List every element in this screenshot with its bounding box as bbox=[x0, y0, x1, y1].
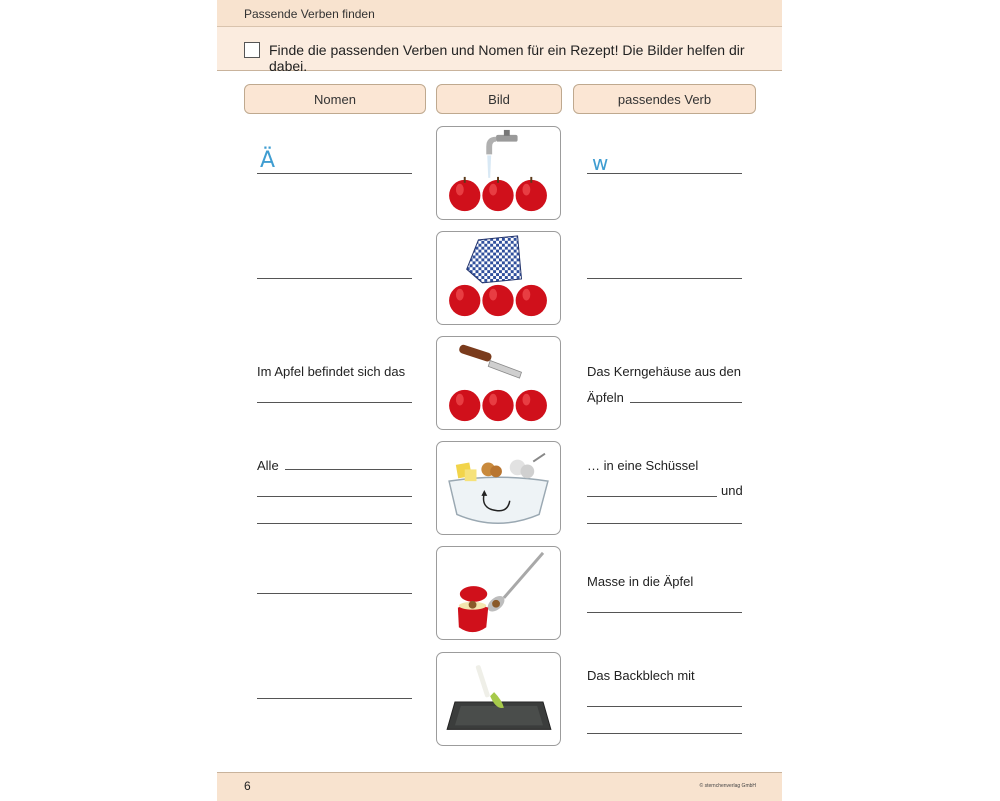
nomen-hint-letter: Ä bbox=[260, 148, 276, 173]
image-apples-knife bbox=[436, 336, 561, 430]
apples-towel-icon bbox=[437, 232, 560, 324]
column-header-bild: Bild bbox=[436, 84, 562, 114]
verb-prompt: Masse in die Äpfel bbox=[587, 574, 694, 589]
verb-answer-line[interactable] bbox=[587, 496, 717, 497]
footer-bar bbox=[217, 772, 782, 801]
image-baking-tray-brush bbox=[436, 652, 561, 746]
image-apple-spoon bbox=[436, 546, 561, 640]
verb-answer-line[interactable] bbox=[587, 612, 742, 613]
column-header-nomen: Nomen bbox=[244, 84, 426, 114]
verb-prompt: Das Kerngehäuse aus den bbox=[587, 364, 741, 379]
verb-answer-line[interactable] bbox=[630, 402, 742, 403]
verb-answer-line[interactable] bbox=[587, 523, 742, 524]
verb-connector: und bbox=[721, 483, 743, 498]
nomen-prompt: Im Apfel befindet sich das bbox=[257, 364, 406, 379]
verb-answer-line[interactable] bbox=[587, 278, 742, 279]
apple-spoon-icon bbox=[437, 547, 560, 639]
nomen-answer-line[interactable] bbox=[257, 523, 412, 524]
verb-answer-line[interactable] bbox=[587, 733, 742, 734]
image-bowl-ingredients bbox=[436, 441, 561, 535]
page-number: 6 bbox=[244, 779, 251, 793]
task-bar bbox=[217, 27, 782, 74]
nomen-answer-line[interactable] bbox=[257, 278, 412, 279]
verb-prompt: Das Backblech mit bbox=[587, 668, 695, 683]
task-instruction: Finde die passenden Verben und Nomen für ein Rezept! Die Bilder helfen dir dabei. bbox=[269, 42, 745, 74]
nomen-answer-line[interactable] bbox=[257, 698, 412, 699]
column-header-verb: passendes Verb bbox=[573, 84, 756, 114]
verb-prompt: … in eine Schüssel bbox=[587, 458, 699, 473]
copyright-notice: © sternchenverlag GmbH bbox=[699, 783, 756, 789]
nomen-answer-line[interactable] bbox=[257, 496, 412, 497]
image-apples-towel bbox=[436, 231, 561, 325]
nomen-answer-line[interactable] bbox=[257, 593, 412, 594]
nomen-answer-line[interactable] bbox=[257, 402, 412, 403]
apples-faucet-icon bbox=[437, 127, 560, 219]
task-checkbox[interactable] bbox=[244, 42, 260, 58]
apples-knife-icon bbox=[437, 337, 560, 429]
baking-tray-brush-icon bbox=[437, 653, 560, 745]
verb-hint-letter: w bbox=[592, 151, 609, 175]
verb-answer-line[interactable] bbox=[587, 173, 742, 174]
image-apples-faucet bbox=[436, 126, 561, 220]
worksheet bbox=[217, 0, 782, 800]
verb-answer-line[interactable] bbox=[587, 706, 742, 707]
header-bar bbox=[217, 0, 782, 27]
bowl-ingredients-icon bbox=[437, 442, 560, 534]
nomen-prompt: Alle bbox=[257, 458, 279, 473]
verb-prompt-continued: Äpfeln bbox=[587, 390, 624, 405]
nomen-answer-line[interactable] bbox=[285, 469, 412, 470]
nomen-answer-line[interactable] bbox=[257, 173, 412, 174]
page-title: Passende Verben finden bbox=[244, 7, 375, 21]
